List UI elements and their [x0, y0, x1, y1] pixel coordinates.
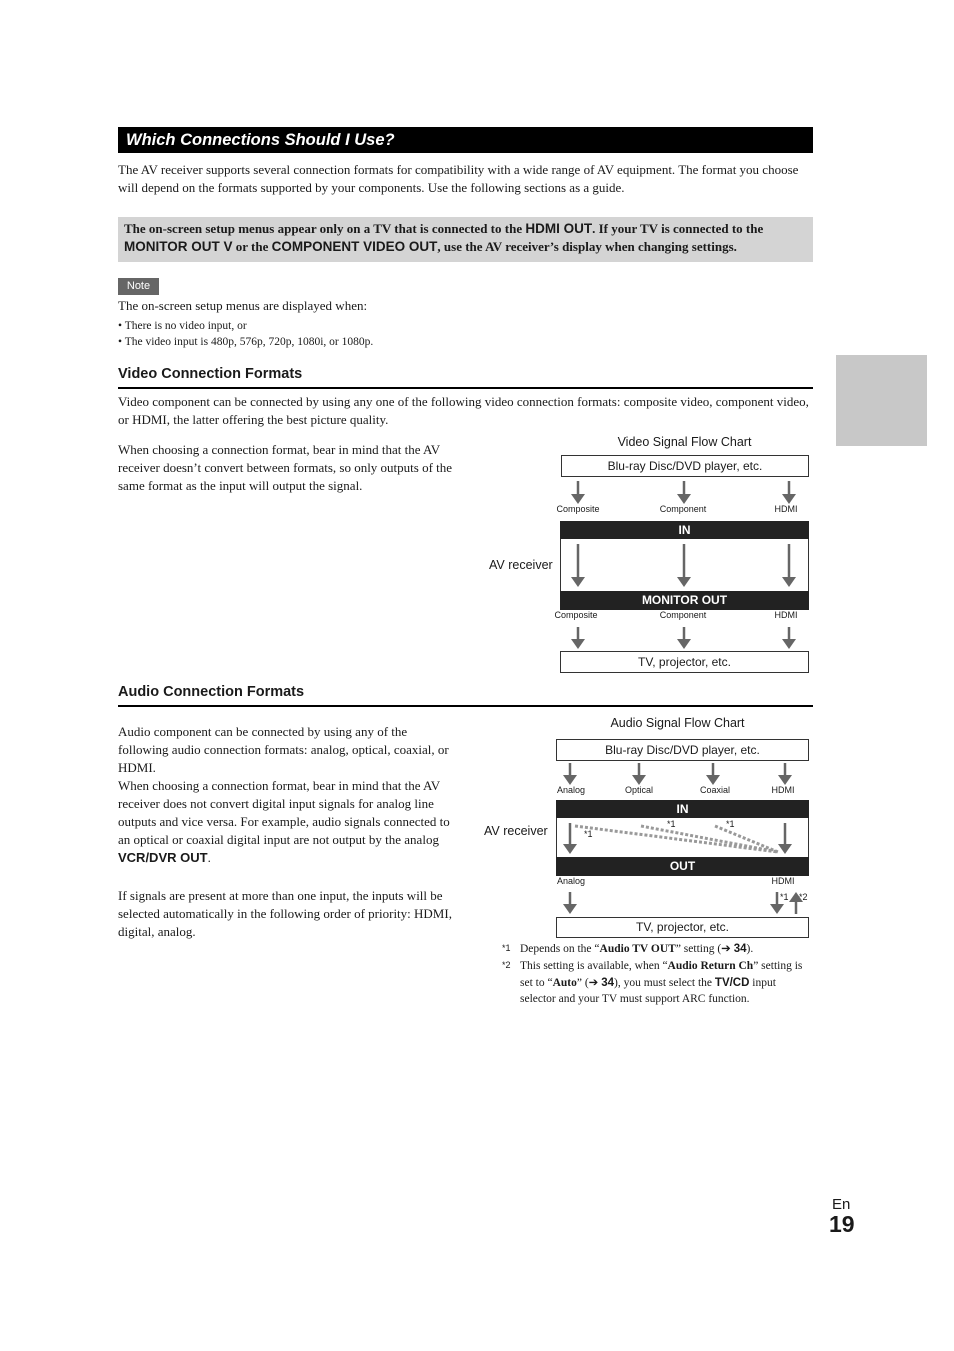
video-in-label: Component [659, 504, 707, 514]
video-paragraph: Video component can be connected by using any one of the following video connection formats: composite video, component video, or HDMI, the latter offering the best picture quality. [118, 394, 809, 427]
arrow-right-icon: ➔ [588, 976, 602, 989]
notice-key: HDMI OUT [525, 221, 593, 236]
audio-paragraph-text: . [207, 850, 211, 865]
audio-out-label: HDMI [771, 876, 795, 886]
audio-in-label: Coaxial [699, 785, 730, 795]
fn-text: Depends on the “ [520, 943, 600, 955]
fn-text: ” setting is set to “ [520, 960, 803, 989]
audio-out-label: Analog [556, 876, 586, 886]
audio-in-label: HDMI [771, 785, 795, 795]
video-dest-box: TV, projector, etc. [560, 651, 809, 673]
video-through-arrow-head [677, 577, 691, 587]
footnote-mark: *2 [799, 892, 808, 902]
audio-analog-arrow-head [563, 844, 577, 854]
video-in-arrow-head [571, 494, 585, 504]
fn-key: Audio Return Ch [667, 960, 754, 972]
audio-paragraph: If signals are present at more than one input, the inputs will be selected automatically in the following order of priority: HDMI, digital, analog. [118, 888, 452, 939]
video-paragraph: When choosing a connection format, bear in mind that the AV receiver doesn’t convert between formats, so only outputs of the same format as the input will output the signal. [118, 442, 453, 493]
note-bullet: • There is no video input, or [118, 320, 247, 332]
arrow-right-icon: ➔ [721, 943, 734, 955]
footnote-number: *2 [502, 960, 511, 970]
audio-key: VCR/DVR OUT [118, 850, 208, 865]
video-through-arrow-head [571, 577, 585, 587]
note-bullet-text: The video input is 480p, 576p, 720p, 1080i, or 1080p. [124, 336, 374, 348]
fn-text: This setting is available, when “ [520, 960, 668, 972]
note-badge: Note [118, 278, 159, 295]
notice-key: COMPONENT VIDEO OUT [271, 239, 438, 254]
audio-chart-title: Audio Signal Flow Chart [610, 716, 745, 730]
page-lang: En [832, 1196, 851, 1213]
video-in-bar: IN [560, 521, 809, 539]
audio-in-arrow-head [563, 775, 577, 785]
fn-key: Audio TV OUT [599, 943, 676, 955]
fn-key: TV/CD [714, 976, 750, 989]
audio-hdmi-out-arrow-head [770, 904, 784, 914]
fn-page: 34 [733, 943, 747, 955]
fn-text: input selector and your TV must support ARC function. [520, 976, 776, 1005]
page-number: 19 [829, 1211, 855, 1237]
audio-in-label: Optical [624, 785, 653, 795]
audio-heading: Audio Connection Formats [118, 684, 305, 700]
video-receiver-label: AV receiver [489, 558, 553, 572]
fn-page: 34 [601, 976, 614, 989]
footnote-mark: *1 [726, 819, 735, 829]
video-heading: Video Connection Formats [118, 366, 303, 382]
fn-text: ), you must select the [613, 976, 715, 989]
audio-dest-box: TV, projector, etc. [556, 917, 809, 938]
audio-receiver-label: AV receiver [484, 824, 548, 838]
audio-paragraph: Audio component can be connected by using any of the following audio connection formats: analog, optical, coaxial, or HDMI. [118, 724, 449, 775]
note-bullet: • The video input is 480p, 576p, 720p, 1080i, or 1080p. [118, 336, 374, 348]
audio-source-box: Blu-ray Disc/DVD player, etc. [556, 739, 809, 761]
notice-text: . If your TV is connected to the [592, 221, 764, 236]
video-monitor-out-bar: MONITOR OUT [560, 591, 809, 610]
audio-in-arrow-head [632, 775, 646, 785]
notice-text: , use the AV receiver’s display when changing settings. [437, 239, 737, 254]
footnote-number: *1 [502, 943, 511, 953]
audio-in-arrow-head [706, 775, 720, 785]
intro-text: The AV receiver supports several connection formats for compatibility with a wide range of AV equipment. The format you choose will depend on the formats supported by your components. Use the following sections as a guide. [118, 162, 799, 195]
fn-text: ” setting ( [675, 943, 722, 955]
audio-in-bar: IN [556, 800, 809, 818]
video-in-arrow-head [677, 494, 691, 504]
audio-paragraph-text: When choosing a connection format, bear in mind that the AV receiver does not convert digital input signals for analog line outputs and vice versa. For example, audio signals connected to an optical or coaxial digital input are not output by the analog [118, 778, 450, 847]
audio-arc-arrow-head [789, 892, 803, 902]
video-in-label: Composite [556, 504, 600, 514]
video-out-label: Composite [554, 610, 598, 620]
video-through-arrow-head [782, 577, 796, 587]
video-in-label: HDMI [774, 504, 798, 514]
footnote-mark: *1 [780, 892, 789, 902]
notice-text: or the [232, 239, 272, 254]
footnote-mark: *1 [667, 819, 676, 829]
video-out-arrow-head [571, 639, 585, 649]
note-bullet-text: There is no video input, or [124, 320, 247, 332]
notice-key: MONITOR OUT V [124, 239, 233, 254]
audio-in-label: Analog [556, 785, 586, 795]
video-out-arrow-head [782, 639, 796, 649]
audio-out-bar: OUT [556, 857, 809, 876]
footnote-mark: *1 [584, 829, 593, 839]
audio-in-arrow-head [778, 775, 792, 785]
fn-text: ). [746, 943, 754, 955]
video-chart-title: Video Signal Flow Chart [617, 435, 752, 449]
audio-out-arrow-head [563, 904, 577, 914]
video-out-label: Component [659, 610, 707, 620]
video-out-label: HDMI [774, 610, 798, 620]
section-title: Which Connections Should I Use? [118, 127, 813, 153]
audio-convert-line [641, 826, 778, 852]
note-text: The on-screen setup menus are displayed when: [118, 298, 368, 313]
video-in-arrow-head [782, 494, 796, 504]
video-source-box: Blu-ray Disc/DVD player, etc. [561, 455, 809, 477]
video-out-arrow-head [677, 639, 691, 649]
notice-text: The on-screen setup menus appear only on a TV that is connected to the [124, 221, 526, 236]
audio-hdmi-arrow-head [778, 844, 792, 854]
fn-text: ” ( [576, 976, 589, 989]
fn-key: Auto [552, 976, 577, 989]
